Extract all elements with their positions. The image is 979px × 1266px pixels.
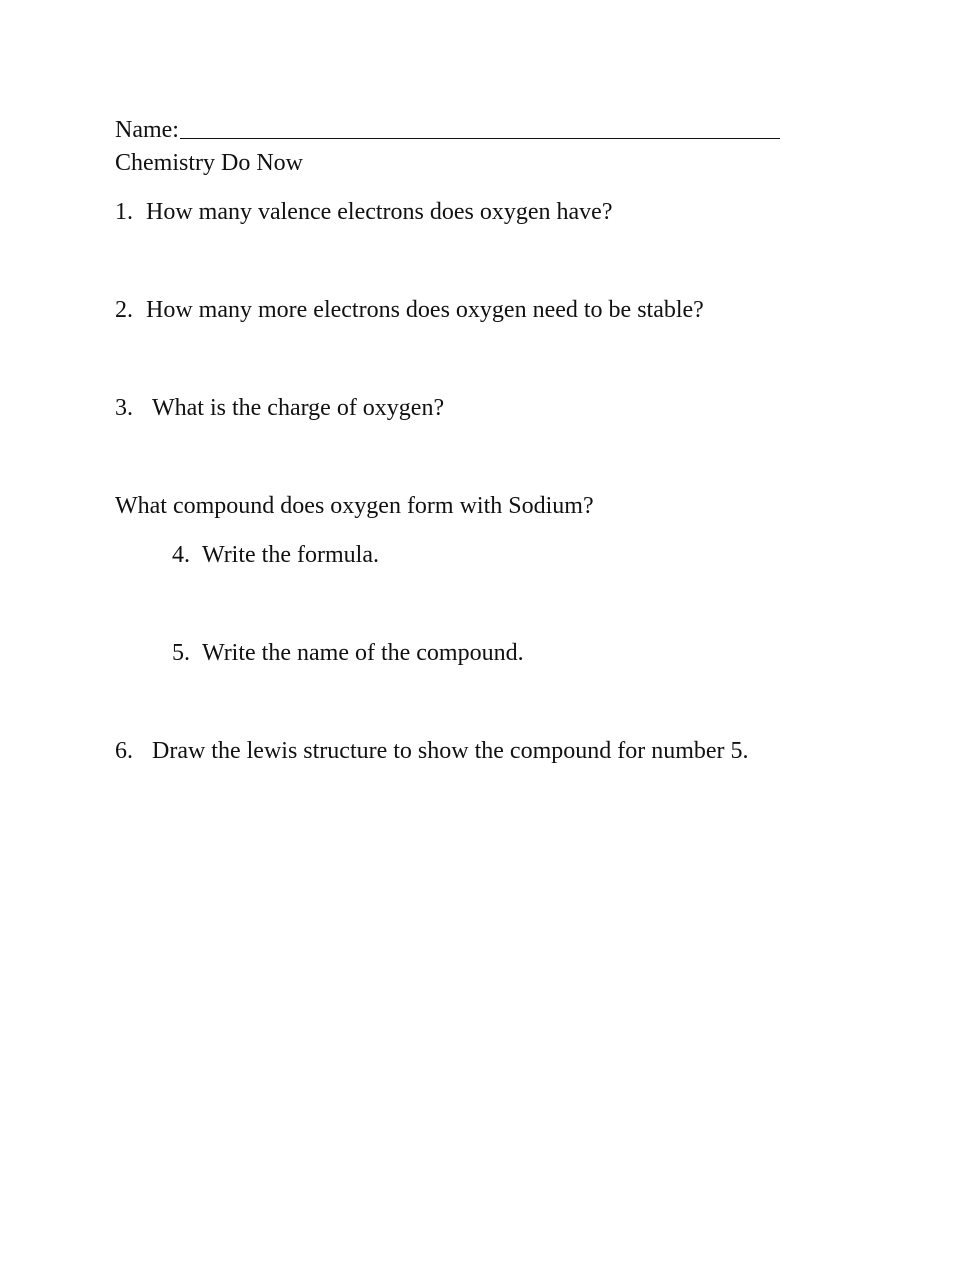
question-text: What is the charge of oxygen? <box>152 395 445 421</box>
question-text: How many valence electrons does oxygen have? <box>146 199 613 225</box>
question-number: 2. <box>115 297 133 323</box>
question-number: 3. <box>115 395 133 421</box>
question-number: 5. <box>172 640 190 666</box>
name-field <box>115 118 780 142</box>
question-2 <box>115 298 704 322</box>
question-number: 1. <box>115 199 133 225</box>
question-3 <box>115 396 444 420</box>
question-1 <box>115 200 613 224</box>
question-number: 6. <box>115 738 133 764</box>
name-blank-line[interactable] <box>180 138 780 139</box>
worksheet-title: Chemistry Do Now <box>115 150 303 176</box>
section-prompt: What compound does oxygen form with Sodium? <box>115 493 594 519</box>
question-text: Write the name of the compound. <box>202 640 524 666</box>
question-4 <box>172 543 379 567</box>
name-label: Name: <box>115 117 179 143</box>
question-text: Write the formula. <box>202 542 379 568</box>
question-number: 4. <box>172 542 190 568</box>
question-6 <box>115 739 749 763</box>
question-text: How many more electrons does oxygen need to be stable? <box>146 297 704 323</box>
question-5 <box>172 641 524 665</box>
question-text: Draw the lewis structure to show the compound for number 5. <box>152 738 749 764</box>
